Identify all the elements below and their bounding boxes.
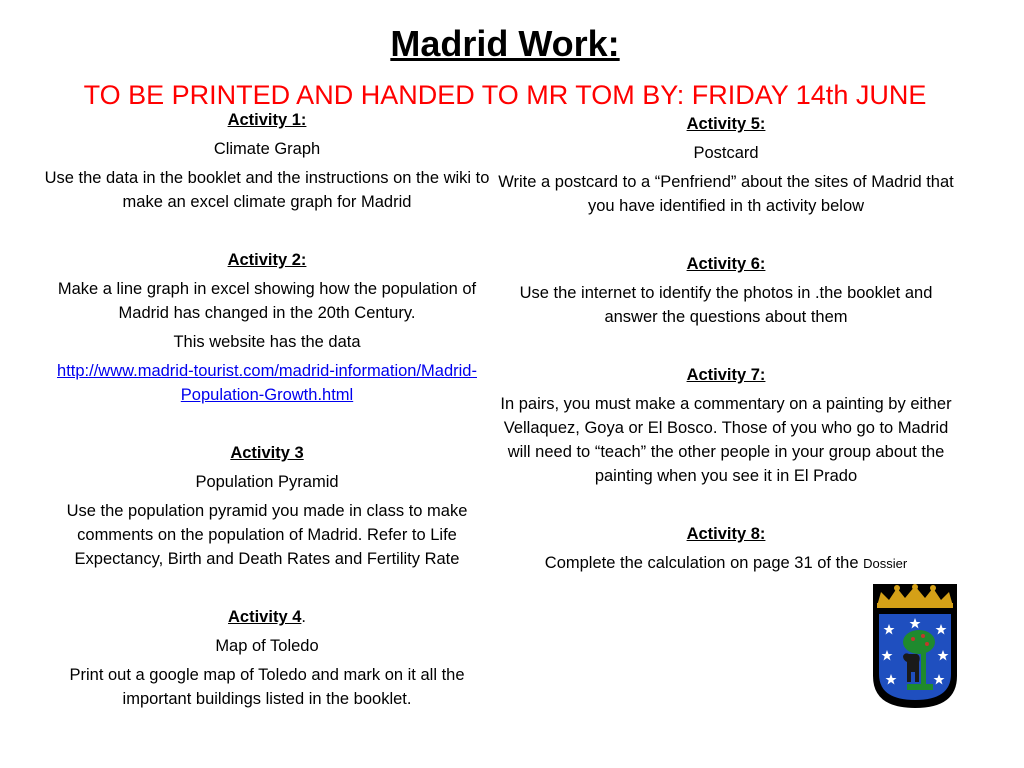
activity-1-heading: Activity 1: bbox=[227, 111, 307, 129]
activity-4-text: Print out a google map of Toledo and mark on it all the important buildings listed in the booklet. bbox=[69, 666, 465, 708]
activity-5-heading: Activity 5: bbox=[686, 115, 766, 133]
activity-3-text: Use the population pyramid you made in class to make comments on the population of Madrid. Refer to Life Expectancy, Birth and Death Rates and Fertility Rate bbox=[66, 502, 468, 568]
activity-5-text: Write a postcard to a “Penfriend” about the sites of Madrid that you have identified in th activity below bbox=[498, 173, 954, 215]
population-data-link[interactable]: http://www.madrid-tourist.com/madrid-information/Madrid-Population-Growth.html bbox=[57, 362, 477, 404]
activity-4-heading: Activity 4 bbox=[228, 608, 302, 626]
deadline-subtitle: TO BE PRINTED AND HANDED TO MR TOM BY: FRIDAY 14th JUNE bbox=[83, 80, 927, 110]
right-column bbox=[498, 112, 954, 581]
left-column bbox=[38, 108, 496, 716]
activity-8-heading: Activity 8: bbox=[686, 525, 766, 543]
activity-4-name: Map of Toledo bbox=[215, 637, 319, 655]
activity-8-text-line bbox=[498, 551, 954, 576]
activity-2-heading: Activity 2: bbox=[227, 251, 307, 269]
activity-4-heading-line bbox=[38, 605, 496, 629]
activity-4-heading-suffix: . bbox=[301, 608, 306, 626]
crest-svg bbox=[873, 584, 957, 708]
activity-2-text: Make a line graph in excel showing how the population of Madrid has changed in the 20th Century. bbox=[57, 280, 477, 322]
activity-8-text: Complete the calculation on page 31 of the bbox=[544, 554, 864, 572]
activity-7-text: In pairs, you must make a commentary on a painting by either Vellaquez, Goya or El Bosco. Those of you who go to Madrid will need to “teach” the other people in your group about the painting when you see it in El Prado bbox=[500, 395, 952, 485]
activity-5-name: Postcard bbox=[693, 144, 759, 162]
activity-8-text-small: Dossier bbox=[863, 556, 908, 571]
activity-3-name: Population Pyramid bbox=[195, 473, 339, 491]
activity-7-heading: Activity 7: bbox=[686, 366, 766, 384]
madrid-coat-of-arms-icon bbox=[873, 584, 957, 708]
activity-2-note: This website has the data bbox=[173, 333, 361, 351]
activity-3-heading: Activity 3 bbox=[230, 444, 304, 462]
activity-6-text: Use the internet to identify the photos in .the booklet and answer the questions about them bbox=[519, 284, 933, 326]
slide-title: Madrid Work: bbox=[390, 23, 620, 64]
activity-1-name: Climate Graph bbox=[213, 140, 321, 158]
activity-6-heading: Activity 6: bbox=[686, 255, 766, 273]
activity-1-text: Use the data in the booklet and the instructions on the wiki to make an excel climate graph for Madrid bbox=[44, 169, 490, 211]
